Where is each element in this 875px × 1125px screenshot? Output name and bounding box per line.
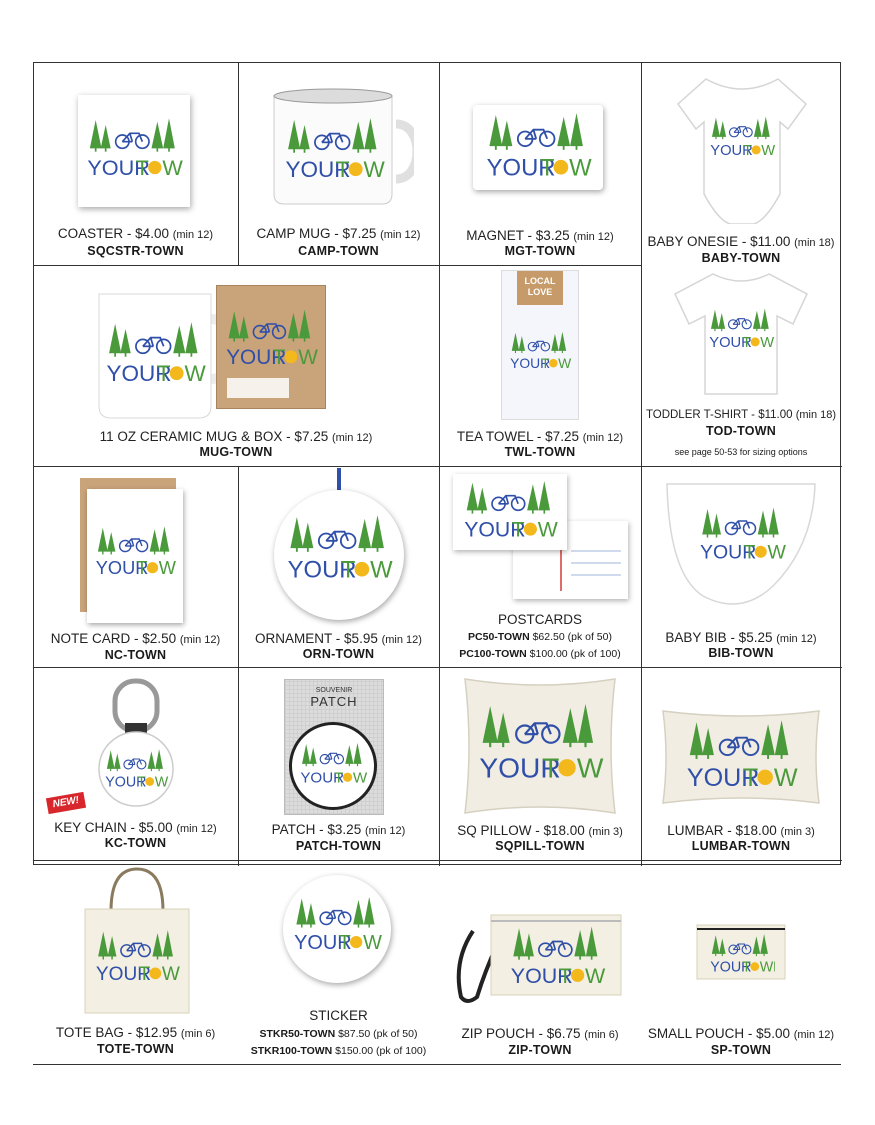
product-baby-onesie bbox=[641, 62, 841, 464]
lumbar-pillow-image bbox=[657, 705, 825, 809]
product-coaster bbox=[33, 62, 238, 264]
product-note-card bbox=[33, 466, 238, 667]
tea-towel-image bbox=[501, 270, 579, 420]
product-sku: TOD-TOWN bbox=[706, 424, 776, 438]
product-title: POSTCARDS bbox=[497, 612, 582, 627]
bib-image bbox=[663, 476, 819, 622]
product-tote-bag bbox=[33, 861, 238, 1065]
onesie-image bbox=[676, 74, 808, 224]
product-title: 11 OZ CERAMIC MUG & BOX - $7.25 (min 12) bbox=[99, 429, 373, 444]
product-sku: LUMBAR-TOWN bbox=[691, 839, 791, 853]
small-pouch-image bbox=[693, 921, 789, 983]
pack-line-50: STKR50-TOWN $87.50 (pk of 50) bbox=[259, 1028, 418, 1040]
new-badge: NEW! bbox=[46, 792, 86, 814]
product-sku: PATCH-TOWN bbox=[295, 839, 382, 853]
product-sku: CAMP-TOWN bbox=[298, 244, 379, 258]
package-label-small: SOUVENIR bbox=[315, 687, 353, 694]
ornament-image bbox=[274, 490, 404, 620]
key-chain-image bbox=[89, 677, 185, 807]
product-zip-pouch bbox=[439, 861, 641, 1065]
product-title: LUMBAR - $18.00 (min 3) bbox=[667, 823, 815, 838]
tote-bag-image bbox=[77, 865, 197, 1017]
camp-mug-image bbox=[264, 84, 414, 214]
product-sku: NC-TOWN bbox=[104, 648, 167, 662]
product-title: TODDLER T-SHIRT - $11.00 (min 18) bbox=[645, 409, 837, 421]
product-title: TOTE BAG - $12.95 (min 6) bbox=[55, 1025, 216, 1040]
pack-line-100: PC100-TOWN $100.00 (pk of 100) bbox=[459, 648, 621, 660]
product-sku: MUG-TOWN bbox=[199, 445, 273, 459]
local-love-tag: LOCAL LOVE bbox=[517, 271, 563, 305]
product-camp-mug bbox=[238, 62, 439, 264]
product-sku: BIB-TOWN bbox=[708, 646, 774, 660]
postcard-front-image bbox=[453, 474, 567, 550]
package-label-big: PATCH bbox=[310, 694, 358, 709]
sq-pillow-image bbox=[457, 673, 623, 819]
product-title: SMALL POUCH - $5.00 (min 12) bbox=[647, 1026, 835, 1041]
magnet-image bbox=[473, 105, 603, 190]
product-ceramic-mug-box bbox=[33, 264, 439, 466]
patch-package-image bbox=[284, 679, 384, 815]
product-tea-towel bbox=[439, 264, 641, 466]
product-lumbar bbox=[641, 667, 841, 861]
product-title: ORNAMENT - $5.95 (min 12) bbox=[255, 631, 422, 646]
product-sku: MGT-TOWN bbox=[504, 244, 576, 258]
sticker-image bbox=[283, 875, 391, 983]
bottom-rule bbox=[33, 1064, 841, 1065]
zip-pouch-image bbox=[451, 901, 627, 1009]
product-small-pouch bbox=[641, 861, 841, 1065]
product-sku: SP-TOWN bbox=[710, 1043, 772, 1057]
sizing-note: see page 50-53 for sizing options bbox=[674, 447, 808, 457]
toddler-shirt-image bbox=[671, 270, 811, 398]
pack-line-50: PC50-TOWN $62.50 (pk of 50) bbox=[468, 631, 612, 643]
mug-box-image bbox=[216, 285, 326, 409]
product-patch bbox=[238, 667, 439, 861]
product-baby-bib bbox=[641, 466, 841, 667]
product-ornament bbox=[238, 466, 439, 667]
product-sku: BABY-TOWN bbox=[701, 251, 781, 265]
product-sku: SQPILL-TOWN bbox=[495, 839, 585, 853]
product-title: STICKER bbox=[309, 1008, 368, 1023]
product-title: KEY CHAIN - $5.00 (min 12) bbox=[54, 820, 217, 835]
product-postcards bbox=[439, 466, 641, 667]
product-title: MAGNET - $3.25 (min 12) bbox=[466, 228, 614, 243]
product-title: NOTE CARD - $2.50 (min 12) bbox=[50, 631, 221, 646]
product-title: BABY ONESIE - $11.00 (min 18) bbox=[647, 234, 835, 249]
product-magnet bbox=[439, 62, 641, 264]
product-title: PATCH - $3.25 (min 12) bbox=[271, 822, 406, 837]
product-title: TEA TOWEL - $7.25 (min 12) bbox=[456, 429, 624, 444]
product-title: SQ PILLOW - $18.00 (min 3) bbox=[457, 823, 623, 838]
coaster-image bbox=[78, 95, 190, 207]
product-sku: ZIP-TOWN bbox=[508, 1043, 572, 1057]
product-sku: TWL-TOWN bbox=[504, 445, 576, 459]
product-sticker bbox=[238, 861, 439, 1065]
product-key-chain bbox=[33, 667, 238, 861]
product-sku: ORN-TOWN bbox=[302, 647, 375, 661]
product-sku: SQCSTR-TOWN bbox=[87, 244, 184, 258]
product-sku: TOTE-TOWN bbox=[96, 1042, 175, 1056]
product-sku: KC-TOWN bbox=[104, 836, 167, 850]
pack-line-100: STKR100-TOWN $150.00 (pk of 100) bbox=[250, 1045, 427, 1057]
note-card-image bbox=[87, 489, 183, 623]
patch-image bbox=[289, 722, 377, 810]
product-title: COASTER - $4.00 (min 12) bbox=[57, 226, 214, 241]
product-title: CAMP MUG - $7.25 (min 12) bbox=[256, 226, 421, 241]
product-title: BABY BIB - $5.25 (min 12) bbox=[665, 630, 817, 645]
product-sq-pillow bbox=[439, 667, 641, 861]
product-title: ZIP POUCH - $6.75 (min 6) bbox=[461, 1026, 619, 1041]
